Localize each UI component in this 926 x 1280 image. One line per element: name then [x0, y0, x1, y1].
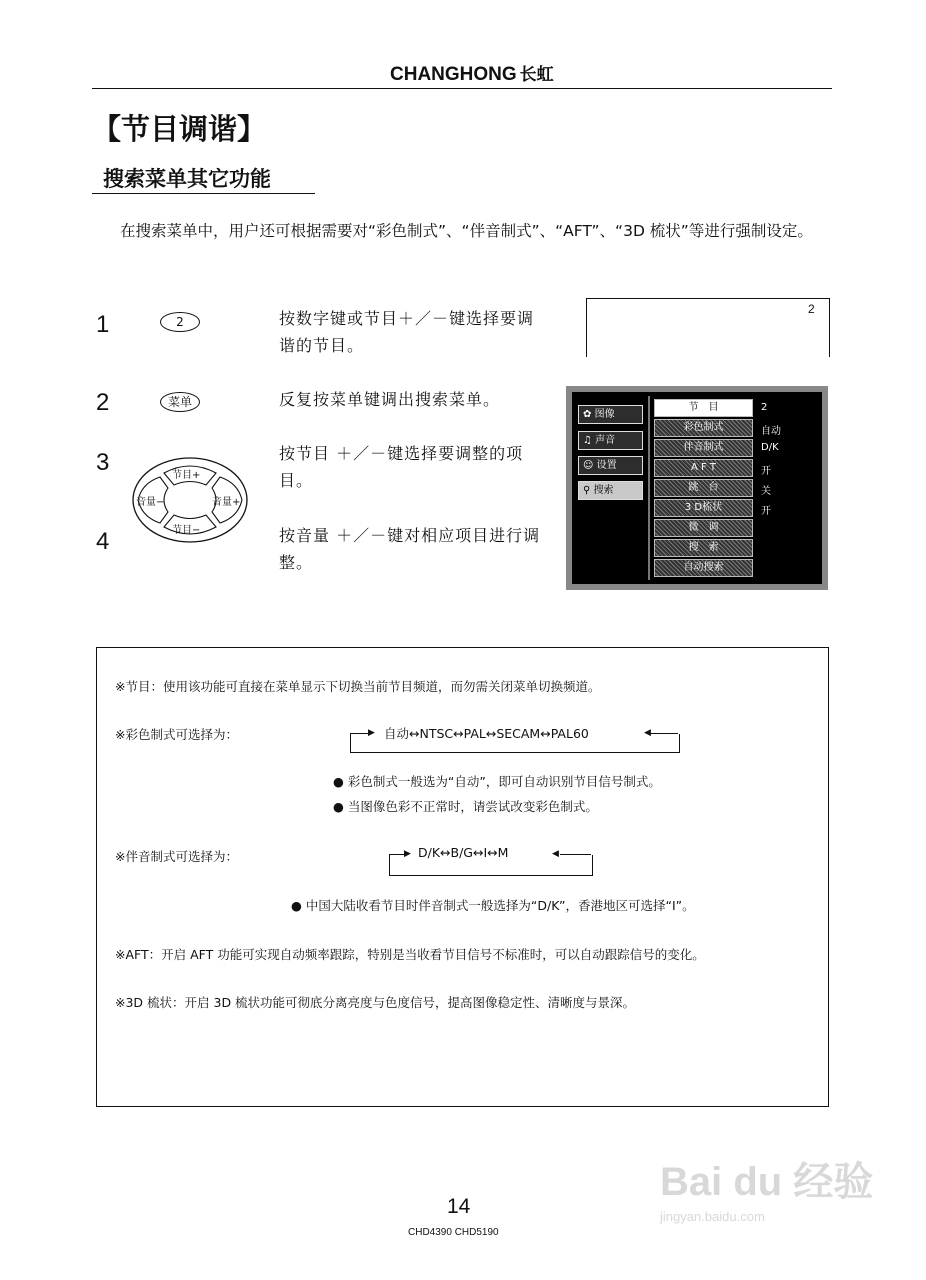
- menu-side-sound: [578, 431, 643, 450]
- watermark-url: jingyan.baidu.com: [660, 1209, 765, 1224]
- step-2-number: 2: [96, 389, 110, 416]
- menu-item-sound-system: 伴音制式: [654, 439, 753, 457]
- picture-icon: ✿: [583, 409, 592, 420]
- menu-key-icon: 菜单: [160, 392, 200, 412]
- section-title: 【节目调谐】: [92, 112, 267, 146]
- menu-side-label: 搜索: [593, 485, 614, 496]
- menu-value-program: 2: [761, 402, 768, 413]
- header-divider: [92, 88, 832, 89]
- step-1-text: 按数字键或节目＋／－键选择要调谐的节目。: [279, 309, 535, 355]
- note-program: ※节目：使用该功能可直接在菜单显示下切换当前节目频道，而勿需关闭菜单切换频道。: [115, 679, 601, 694]
- menu-item-aft: A F T: [654, 459, 753, 477]
- color-cycle-arrow-line: [350, 733, 370, 734]
- menu-item-program: 节 目: [654, 399, 753, 417]
- menu-value-aft: 开: [761, 466, 771, 477]
- smiley-icon: ☺: [583, 460, 594, 471]
- step-2-text: 反复按菜单键调出搜索菜单。: [279, 390, 501, 409]
- menu-divider: [648, 396, 650, 580]
- menu-side-picture: [578, 405, 643, 424]
- brand-name: CHANGHONG: [390, 64, 517, 85]
- watermark-logo: Bai du 经验: [660, 1160, 874, 1204]
- menu-side-search: [578, 481, 643, 500]
- menu-value-color: 自动: [761, 426, 781, 437]
- note-color-label: ※彩色制式可选择为：: [115, 727, 238, 742]
- note-aft: ※AFT：开启 AFT 功能可实现自动频率跟踪，特别是当收看节目信号不标准时，可以自动跟踪信号的变化。: [115, 947, 705, 962]
- menu-side-label: 设置: [596, 460, 617, 471]
- color-cycle-return-line: [650, 733, 678, 734]
- digit-key-icon: 2: [160, 312, 200, 332]
- menu-side-setup: [578, 456, 643, 475]
- notes-box: [96, 647, 829, 1107]
- menu-item-auto-search: 自动搜索: [654, 559, 753, 577]
- menu-item-search: 搜 索: [654, 539, 753, 557]
- color-cycle-options: 自动↔NTSC↔PAL↔SECAM↔PAL60: [384, 726, 589, 741]
- baidu-watermark: [660, 1150, 874, 1250]
- menu-item-3d-comb: 3 D梳状: [654, 499, 753, 517]
- menu-value-3d-comb: 开: [761, 506, 771, 517]
- page-number: 14: [447, 1195, 471, 1218]
- sub-title-underline: [92, 193, 315, 194]
- dpad-right-label: 音量+: [212, 497, 241, 508]
- sound-bullet: ● 中国大陆收看节目时伴音制式一般选择为“D/K”，香港地区可选择“I”。: [291, 898, 695, 913]
- brand-name-cn: 长虹: [519, 65, 554, 84]
- step-1-number: 1: [96, 311, 110, 338]
- dpad-left-label: 音量−: [136, 497, 165, 508]
- brand-logo: [390, 60, 554, 86]
- menu-item-fine-tune: 微 调: [654, 519, 753, 537]
- tv-screen-frame: [586, 298, 830, 357]
- step-3-number: 3: [96, 449, 110, 476]
- arrow-right-icon: ▶: [368, 728, 375, 738]
- search-icon: ⚲: [583, 485, 591, 496]
- step-4-number: 4: [96, 528, 110, 555]
- menu-side-label: 图像: [594, 409, 615, 420]
- arrow-right-icon: ▶: [404, 849, 411, 859]
- sound-cycle-arrow-line: [389, 854, 405, 855]
- menu-item-skip: 跳 台: [654, 479, 753, 497]
- menu-side-label: 声音: [595, 435, 616, 446]
- dpad-down-label: 节目−: [172, 525, 201, 536]
- note-3d-comb: ※3D 梳状：开启 3D 梳状功能可彻底分离亮度与色度信号，提高图像稳定性、清晰度与景深。: [115, 995, 636, 1010]
- sound-cycle-options: D/K↔B/G↔I↔M: [418, 845, 509, 860]
- intro-paragraph: 在搜索菜单中，用户还可根据需要对“彩色制式”、“伴音制式”、“AFT”、“3D 梳状”等进行强制设定。: [120, 222, 813, 240]
- step-4-text: 按音量 ＋／－键对相应项目进行调整。: [279, 526, 541, 572]
- model-numbers: CHD4390 CHD5190: [408, 1227, 499, 1238]
- sound-icon: ♫: [583, 435, 592, 446]
- sub-title: 搜索菜单其它功能: [103, 167, 271, 191]
- color-bullet-1: ● 彩色制式一般选为“自动”，即可自动识别节目信号制式。: [333, 774, 661, 789]
- note-sound-label: ※伴音制式可选择为：: [115, 849, 238, 864]
- dpad-up-label: 节目+: [172, 470, 201, 481]
- menu-value-skip: 关: [761, 486, 771, 497]
- step-3-text: 按节目 ＋／－键选择要调整的项目。: [279, 444, 524, 490]
- menu-value-sound: D/K: [761, 442, 779, 453]
- arrow-left-icon: ◀: [552, 849, 559, 859]
- color-bullet-2: ● 当图像色彩不正常时，请尝试改变彩色制式。: [333, 799, 598, 814]
- menu-item-color-system: 彩色制式: [654, 419, 753, 437]
- arrow-left-icon: ◀: [644, 728, 651, 738]
- tv-channel-display: 2: [808, 302, 815, 316]
- sound-cycle-return-line: [560, 854, 591, 855]
